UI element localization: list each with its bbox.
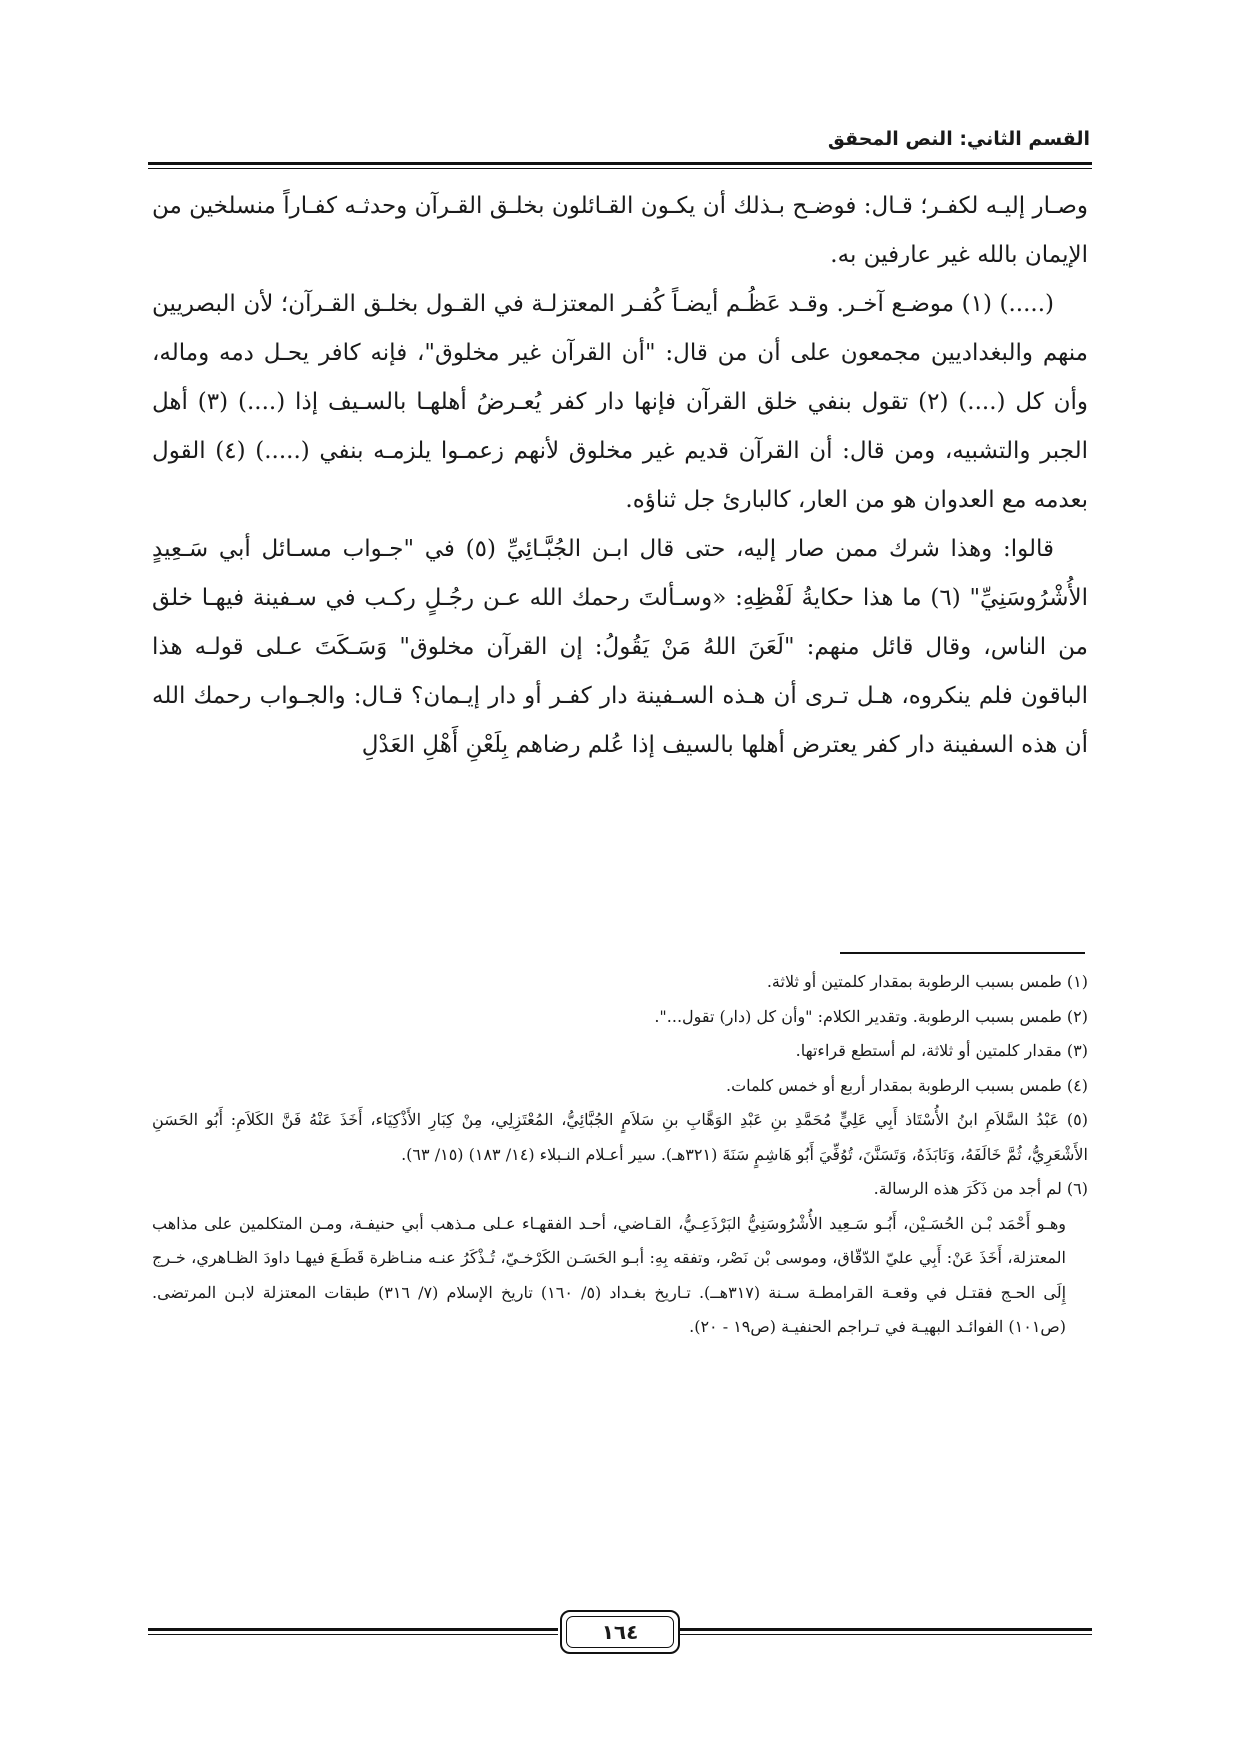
main-text xyxy=(152,182,1088,770)
footnote-6-continuation: وهـو أَحْمَد بْـن الحُسَـيْن، أَبُـو سَـعِيد الأُشْرُوسَنِيُّ البَرْذَعِـيُّ، القـاضي، أحـد الفقهـاء عـلى مـذهب أبي حنيفـة، ومـن المتكلمين على مذاهب المعتزلة، أَخَذَ عَنْ: أَبِي عليّ الدّقّاق، وموسى بْن نَصْر، وتفقه بِهِ: أبـو الحَسَـن الكَرْخـيّ، تُـذْكَرُ عنـه منـاظرة قَطَـعَ فيهـا داودَ الظـاهري، خـرج إِلَى الحـج فقتـل في وقعـة القرامطـة سـنة (٣١٧هــ). تـاريخ بغـداد (٥/ ١٦٠) تاريخ الإسلام (٧/ ٣١٦) طبقات المعتزلة لابـن المرتضى. (ص١٠١) الفوائـد البهيـة في تـراجم الحنفيـة (ص١٩ - ٢٠). xyxy=(152,1213,1067,1336)
footnote-1: (١) طمس بسبب الرطوبة بمقدار كلمتين أو ثلاثة. xyxy=(766,972,1088,991)
running-title: القسم الثاني: النص المحقق xyxy=(827,128,1090,150)
header-double-rule xyxy=(148,162,1092,169)
footnotes xyxy=(152,965,1088,1345)
footnote-6: (٦) لم أجد من ذَكَرَ هذه الرسالة. xyxy=(873,1179,1088,1198)
footnote-separator xyxy=(840,952,1085,954)
footnote-3: (٣) مقدار كلمتين أو ثلاثة، لم أستطع قراءتها. xyxy=(795,1041,1088,1060)
paragraph-3: قالوا: وهذا شرك ممن صار إليه، حتى قال ابـن الجُبَّـائِيِّ (٥) في "جـواب مسـائل أبي سَـعِيدٍ الأُشْرُوسَنِيِّ" (٦) ما هذا حكايةُ لَفْظِهِ: «وسـألتَ رحمك الله عـن رجُـلٍ ركـب في سـفينة فيهـا خلق من الناس، وقال قائل منهم: "لَعَنَ اللهُ مَنْ يَقُولُ: إن القرآن مخلوق" وَسَـكَتَ عـلى قولـه هذا الباقون فلم ينكروه، هـل تـرى أن هـذه السـفينة دار كفـر أو دار إيـمان؟ قـال: والجـواب رحمك الله أن هذه السفينة دار كفر يعترض أهلها بالسيف إذا عُلم رضاهم بِلَعْنِ أَهْلِ العَدْلِ xyxy=(152,536,1088,758)
page-number: ١٦٤ xyxy=(560,1610,680,1654)
paragraph-1: وصـار إليـه لكفـر؛ قـال: فوضـح بـذلك أن يكـون القـائلون بخلـق القـرآن وحدثـه كفـاراً منسلخين من الإيمان بالله غير عارفين به. xyxy=(152,193,1088,268)
footnote-2: (٢) طمس بسبب الرطوبة. وتقدير الكلام: "وأن كل (دار) تقول...". xyxy=(654,1006,1088,1026)
footer-rule-right xyxy=(680,1628,1092,1635)
footnote-4: (٤) طمس بسبب الرطوبة بمقدار أربع أو خمس كلمات. xyxy=(725,1075,1088,1095)
footer-rule-left xyxy=(148,1628,558,1635)
footnote-5: (٥) عَبْدُ السَّلاَمِ ابنُ الأُسْتَاذ أَبِي عَلِيٍّ مُحَمَّدِ بنِ عَبْدِ الوَهَّابِ بنِ سَلاَمٍ الجُبَّائِيُّ، المُعْتَزِلِي، مِنْ كِبَارِ الأَذْكِيَاء، أَخَذَ عَنْهُ فَنَّ الكَلاَمِ: أَبُو الحَسَنِ الأَشْعَرِيُّ، ثُمَّ خَالَفَهُ، وَنَابَذَهُ، وَتَسَنَّنَ، تُوُفِّيَ أَبُو هَاشِمٍ سَنَةَ (٣٢١هـ). سير أعـلام النـبلاء (١٤/ ١٨٣) (١٥/ ٦٣). xyxy=(152,1110,1088,1164)
paragraph-2: (.....) (١) موضـع آخـر. وقـد عَظُـم أيضـاً كُفـر المعتزلـة في القـول بخلـق القـرآن؛ لأن البصريين منهم والبغداديين مجمعون على أن من قال: "أن القرآن غير مخلوق"، فإنه كافر يحـل دمه وماله، وأن كل (....) (٢) تقول بنفي خلق القرآن فإنها دار كفر يُعـرضُ أهلهـا بالسـيف إذا (....) (٣) أهل الجبر والتشبيه، ومن قال: أن القرآن قديم غير مخلوق لأنهم زعمـوا يلزمـه بنفي (.....) (٤) القول بعدمه مع العدوان هو من العار، كالبارئ جل ثناؤه. xyxy=(152,291,1088,513)
